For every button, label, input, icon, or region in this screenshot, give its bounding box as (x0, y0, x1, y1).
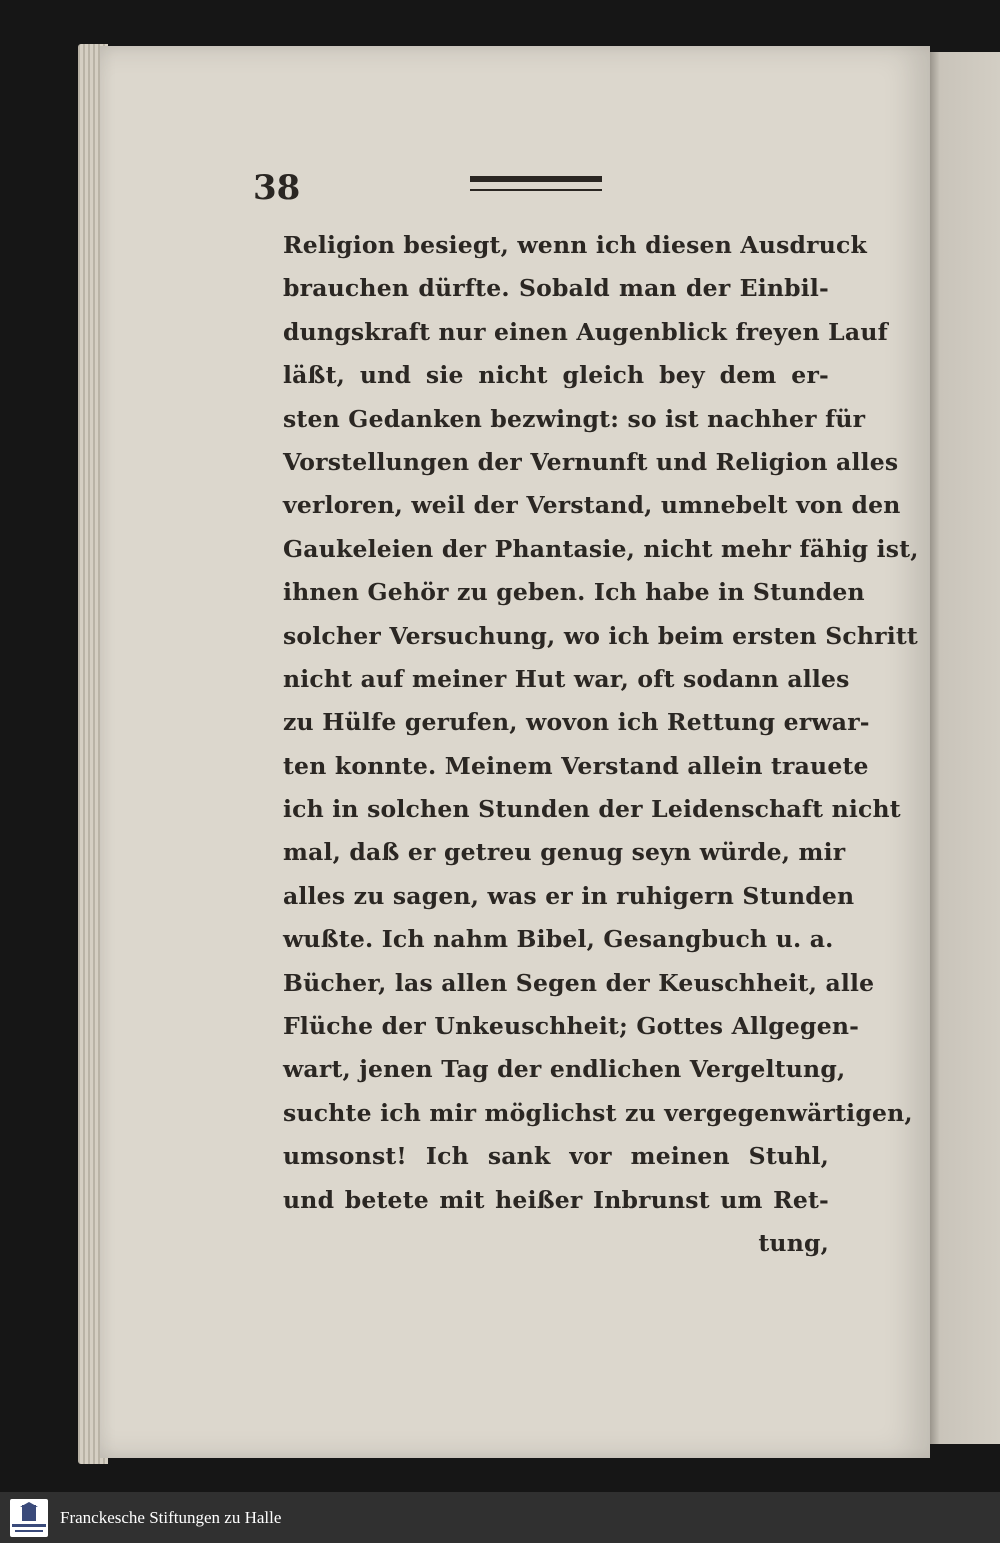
text-line: ihnen Gehör zu geben. Ich habe in Stunden (283, 578, 865, 607)
text-line: Vorstellungen der Vernunft und Religion alles (283, 447, 899, 476)
body-text (283, 224, 919, 1265)
page-number: 38 (253, 168, 301, 208)
text-line: läßt, und sie nicht gleich bey dem er- (283, 361, 829, 390)
text-line: brauchen dürfte. Sobald man der Einbil- (283, 274, 829, 303)
text-line: wußte. Ich nahm Bibel, Gesangbuch u. a. (283, 925, 834, 954)
institution-name[interactable]: Franckesche Stiftungen zu Halle (60, 1507, 282, 1527)
text-line: ich in solchen Stunden der Leidenschaft nicht (283, 795, 901, 824)
text-line: zu Hülfe gerufen, wovon ich Rettung erwar- (283, 708, 870, 737)
text-line: nicht auf meiner Hut war, oft sodann alles (283, 664, 850, 693)
text-line: Flüche der Unkeuschheit; Gottes Allgegen- (283, 1012, 860, 1041)
text-line: umsonst! Ich sank vor meinen Stuhl, (283, 1142, 829, 1171)
text-line: ten konnte. Meinem Verstand allein trauete (283, 751, 869, 780)
text-line: solcher Versuchung, wo ich beim ersten Schritt (283, 621, 918, 650)
text-line: suchte ich mir möglichst zu vergegenwärtigen, (283, 1098, 913, 1127)
text-line: alles zu sagen, was er in ruhigern Stunden (283, 881, 855, 910)
text-line: dungskraft nur einen Augenblick freyen Lauf (283, 317, 888, 346)
text-line: wart, jenen Tag der endlichen Vergeltung, (283, 1055, 846, 1084)
text-line: und betete mit heißer Inbrunst um Ret- (283, 1185, 829, 1214)
catchword: tung, (758, 1228, 829, 1257)
text-line: Gaukeleien der Phantasie, nicht mehr fähig ist, (283, 534, 919, 563)
facing-page-edge (930, 52, 1000, 1444)
text-line: verloren, weil der Verstand, umnebelt von den (283, 491, 901, 520)
franckesche-stiftungen-logo-icon[interactable] (10, 1499, 48, 1537)
text-line: sten Gedanken bezwingt: so ist nachher für (283, 404, 866, 433)
text-line: Religion besiegt, wenn ich diesen Ausdruck (283, 231, 868, 259)
text-line: Bücher, las allen Segen der Keuschheit, alle (283, 968, 875, 997)
header-rule (470, 176, 602, 198)
footer-bar (0, 1492, 1000, 1543)
text-line: mal, daß er getreu genug seyn würde, mir (283, 838, 846, 867)
